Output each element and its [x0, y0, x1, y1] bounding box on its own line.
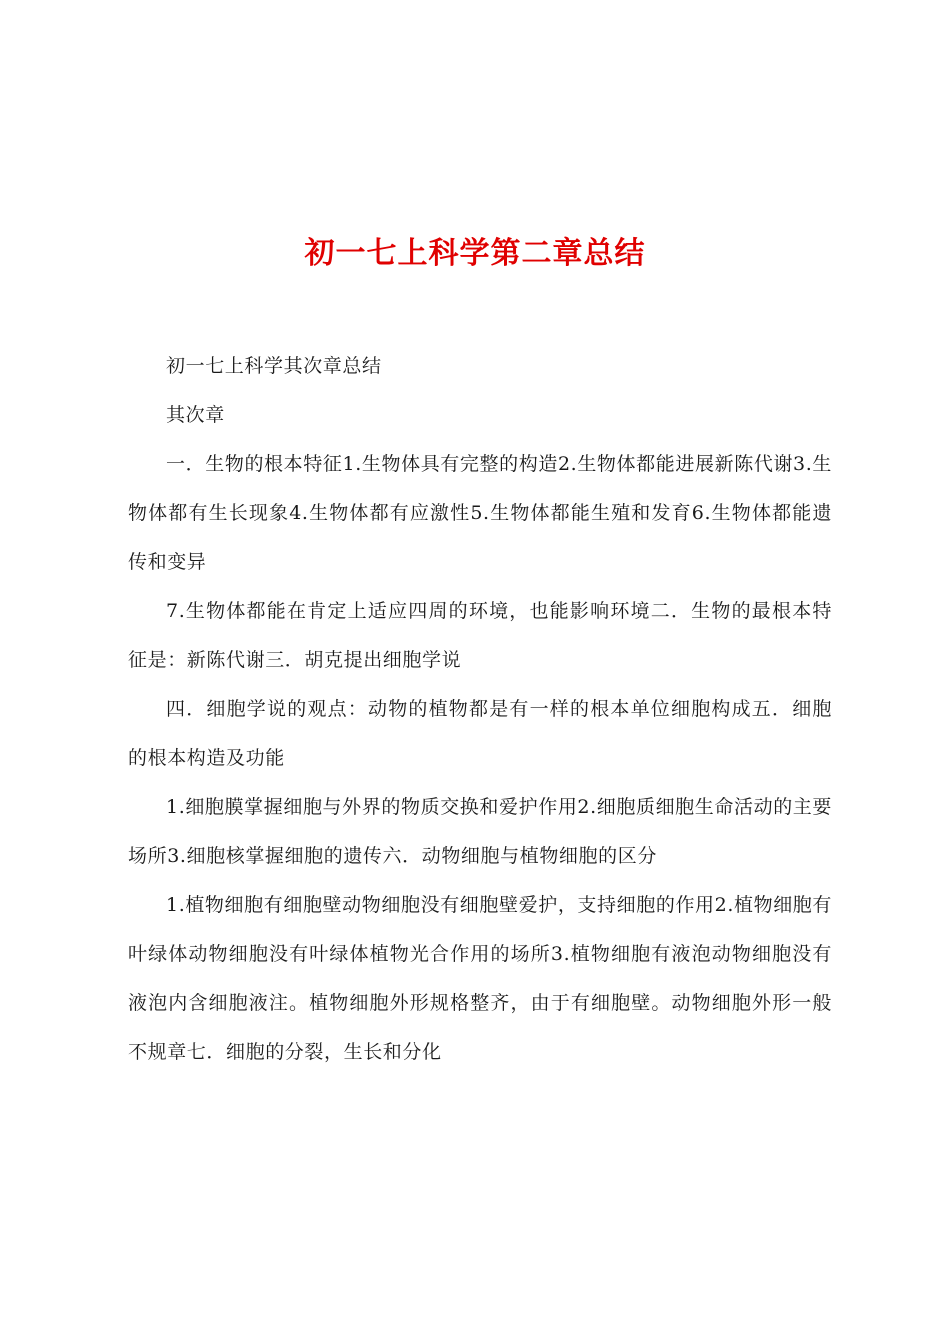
document-title: 初一七上科学第二章总结: [304, 236, 646, 272]
paragraph-adaptation: 7.生物体都能在肯定上适应四周的环境，也能影响环境二．生物的最根本特征是：新陈代谢三．胡克提出细胞学说: [128, 600, 832, 671]
paragraph-cell-structure: 1.细胞膜掌握细胞与外界的物质交换和爱护作用2.细胞质细胞生命活动的主要场所3.细胞核掌握细胞的遗传六．动物细胞与植物细胞的区分: [128, 796, 832, 867]
paragraph-characteristics: 一．生物的根本特征1.生物体具有完整的构造2.生物体都能进展新陈代谢3.生物体都有生长现象4.生物体都有应激性5.生物体都能生殖和发育6.生物体都能遗传和变异: [128, 453, 832, 573]
paragraph-subtitle: 初一七上科学其次章总结: [166, 355, 382, 377]
paragraph-cell-theory: 四．细胞学说的观点：动物的植物都是有一样的根本单位细胞构成五．细胞的根本构造及功能: [128, 698, 832, 769]
document-body: [128, 342, 832, 1077]
paragraph-plant-animal-cells: 1.植物细胞有细胞壁动物细胞没有细胞壁爱护，支持细胞的作用2.植物细胞有叶绿体动物细胞没有叶绿体植物光合作用的场所3.植物细胞有液泡动物细胞没有液泡内含细胞液注。植物细胞外形规格整齐，由于有细胞壁。动物细胞外形一般不规章七．细胞的分裂，生长和分化: [128, 894, 832, 1063]
paragraph-chapter: 其次章: [166, 404, 225, 426]
